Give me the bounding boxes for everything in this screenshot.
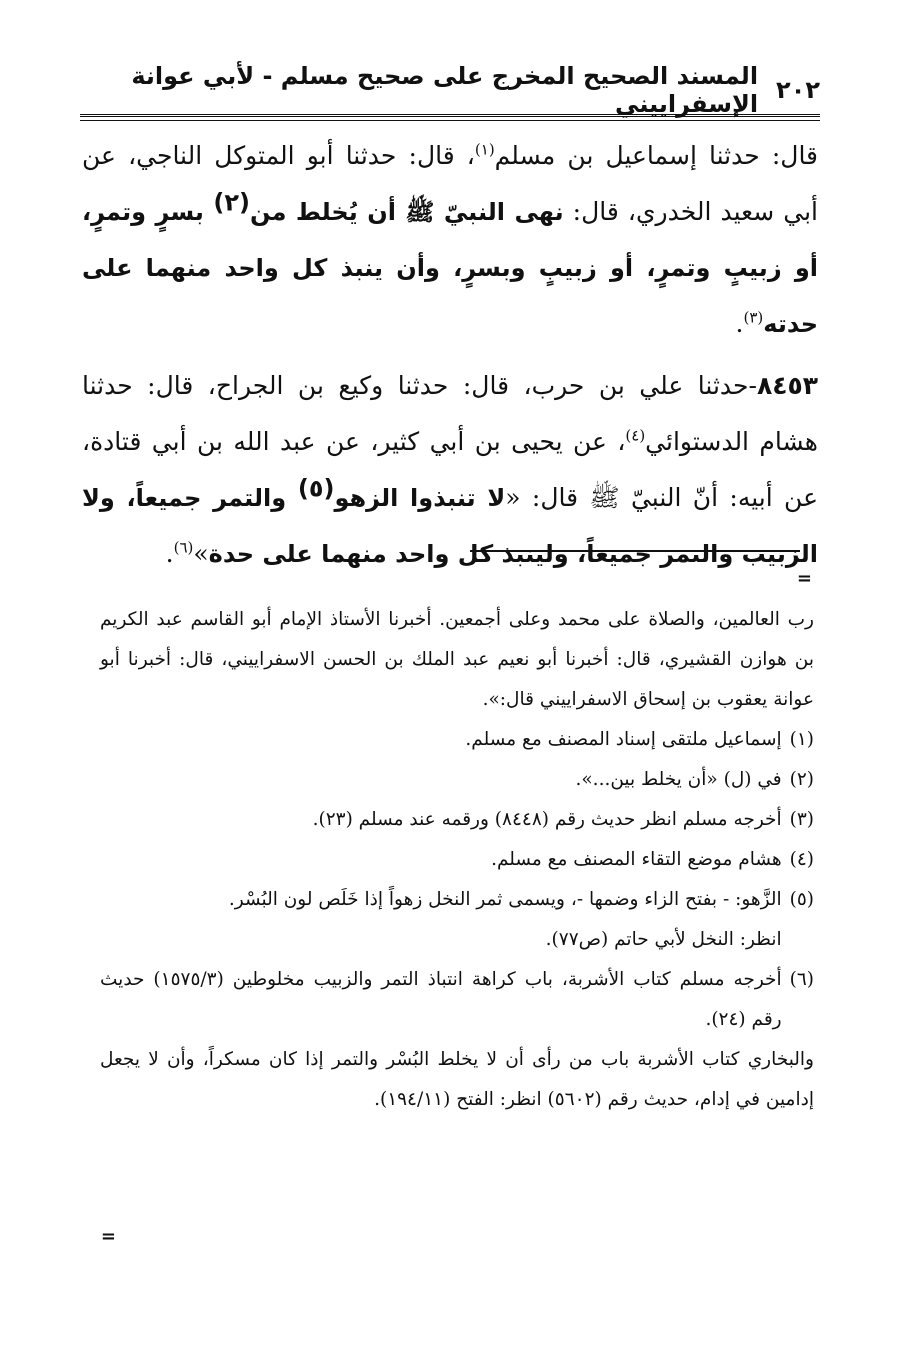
hadith-paragraph-1 (82, 128, 818, 352)
continuation-mark: = (796, 568, 812, 589)
footnote-text: إسماعيل ملتقى إسناد المصنف مع مسلم. (465, 729, 782, 750)
footnote-marker: (١) (789, 729, 814, 750)
footnote-ref: (٤) (625, 426, 646, 445)
running-title: المسند الصحيح المخرج على صحيح مسلم - لأبي عوانة الإسفراييني (131, 62, 759, 118)
footnote-marker: (٢) (789, 769, 814, 790)
footnote-continuation: رب العالمين، والصلاة على محمد وعلى أجمعين. أخبرنا الأستاذ الإمام أبو القاسم عبد الكريم بن هوازن القشيري، قال: أخبرنا أبو نعيم عبد الملك بن الحسن الاسفراييني، قال: أخبرنا أبو عوانة يعقوب بن إسحاق الاسفراييني قال:». (100, 609, 814, 710)
footnote-text: الزَّهو: - بفتح الزاء وضمها -، ويسمى ثمر النخل زهواً إذا خَلَص لون البُسْر. (228, 889, 782, 910)
hadith-matn: والتمر جميعاً، ولا الزبيب والتمر جميعاً، ولينبذ كل واحد منهما على حدة (82, 484, 818, 568)
hadith-matn: نهى النبيّ ﷺ أن يُخلط من (249, 198, 564, 226)
footnote-6 (100, 960, 814, 1040)
hadith-number: ٨٤٥٣ (756, 371, 818, 400)
hadith-paragraph-2 (82, 358, 818, 582)
footnote-text: أخرجه مسلم انظر حديث رقم (٨٤٤٨) ورقمه عند مسلم (٢٣). (312, 809, 782, 830)
main-text (82, 128, 818, 582)
footnote-3 (100, 800, 814, 840)
hadith-matn: لا تنبذوا الزهو (334, 484, 506, 512)
footnote-text: أخرجه مسلم كتاب الأشربة، باب كراهة انتباذ التمر والزبيب مخلوطين (١٥٧٥/٣) حديث رقم (٢٤). (100, 969, 782, 1030)
footnote-ref: (٥) (297, 474, 335, 503)
footnote-6-continuation: والبخاري كتاب الأشربة باب من رأى أن لا يخلط البُسْر والتمر إذا كان مسكراً، وأن لا يجعل إدامين في إدام، حديث رقم (٥٦٠٢) انظر: الفتح (١٩٤/١١). (100, 1049, 814, 1110)
punctuation: » (193, 539, 209, 568)
footnote-2 (100, 760, 814, 800)
footnote-marker: (٤) (789, 849, 814, 870)
footnote-4 (100, 840, 814, 880)
footnote-marker: (٣) (789, 809, 814, 830)
footnote-body (100, 880, 782, 960)
header-rule (80, 114, 820, 121)
footnotes (100, 600, 814, 1120)
footnote-marker: (٥) (789, 889, 814, 910)
punctuation: . (735, 309, 744, 338)
footnote-ref: (٢) (213, 188, 250, 217)
footnote-5 (100, 880, 814, 960)
hadith-matn: بسرٍ وتمرٍ، أو زبيبٍ وتمرٍ، أو زبيبٍ وبسرٍ، وأن ينبذ كل واحد منهما على حدته (82, 198, 818, 338)
footnote-1 (100, 720, 814, 760)
narration-text: قال: حدثنا إسماعيل بن مسلم (494, 141, 819, 170)
footnote-text: في (ل) «أن يخلط بين...». (575, 769, 782, 790)
footnote-text: انظر: النخل لأبي حاتم (ص٧٧). (545, 929, 782, 950)
footnote-body (100, 960, 782, 1040)
page-number: ٢٠٢ (776, 76, 820, 104)
narration-text: ، قال: حدثنا أبو المتوكل الناجي، عن أبي سعيد الخدري، قال: (82, 141, 818, 226)
footnote-ref: (٣) (743, 308, 764, 327)
footnote-text: هشام موضع التقاء المصنف مع مسلم. (491, 849, 782, 870)
continuation-mark-bottom: = (100, 1226, 116, 1247)
narration-text: ، عن يحيى بن أبي كثير، عن عبد الله بن أبي قتادة، عن أبيه: أنّ النبيّ ﷺ قال: « (82, 427, 818, 512)
page-header (80, 62, 820, 118)
punctuation: . (165, 539, 174, 568)
narration-text: -حدثنا علي بن حرب، قال: حدثنا وكيع بن الجراح، قال: حدثنا هشام الدستوائي (82, 371, 818, 456)
footnote-ref: (١) (474, 140, 495, 159)
footnote-separator (470, 550, 800, 552)
footnote-ref: (٦) (173, 538, 194, 557)
footnote-marker: (٦) (789, 969, 814, 990)
